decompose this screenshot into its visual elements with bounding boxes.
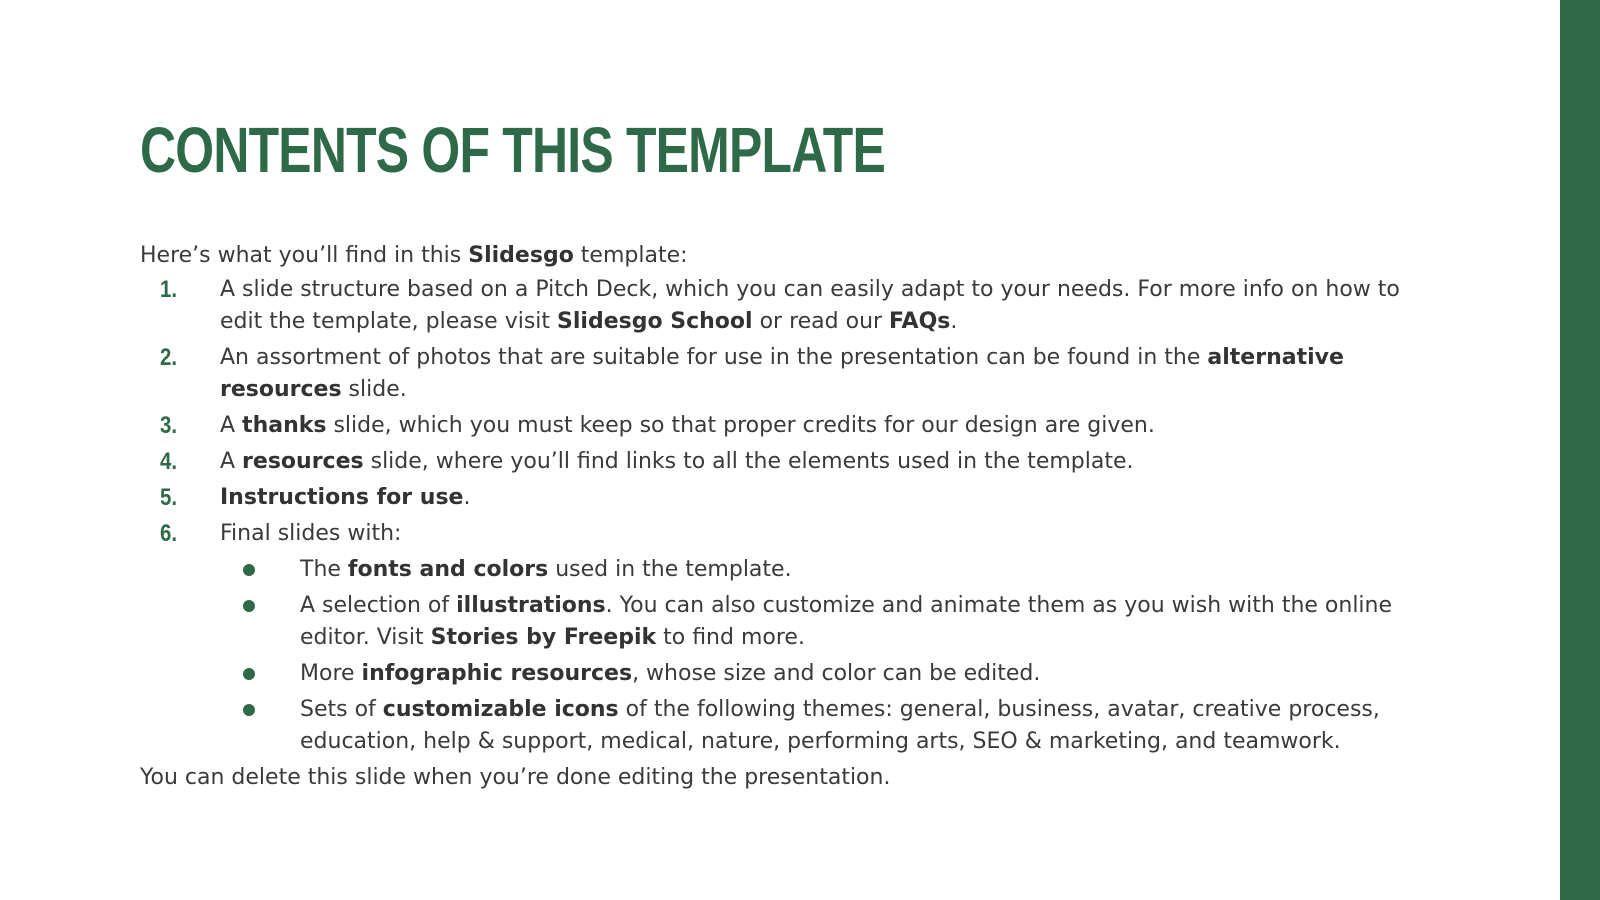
item-number: 2.	[160, 344, 178, 371]
item-bold: FAQs	[889, 309, 951, 334]
intro-line	[140, 240, 1445, 272]
item-number: 1.	[160, 276, 178, 303]
bullet-bold: Stories by Freepik	[430, 625, 657, 650]
item-text: slide.	[341, 377, 407, 402]
item-text: A	[220, 449, 243, 474]
item-text: .	[950, 309, 958, 334]
list-item	[140, 410, 1445, 442]
bullet-item	[220, 554, 1445, 586]
item-text: An assortment of photos that are suitable for use in the presentation can be found in the	[220, 345, 1208, 370]
bullet-bold: customizable icons	[382, 697, 619, 722]
item-number: 3.	[160, 412, 178, 439]
slide-body	[140, 240, 1445, 794]
item-text: slide, which you must keep so that proper credits for our design are given.	[326, 413, 1155, 438]
bullet-text: A selection of	[300, 593, 457, 618]
bullet-text: More	[300, 661, 362, 686]
item-bold: resources	[242, 449, 364, 474]
bullet-dot-icon	[243, 704, 255, 716]
item-number: 4.	[160, 448, 178, 475]
slide-title: CONTENTS OF THIS TEMPLATE	[140, 114, 885, 186]
item-bold: Instructions for use	[220, 485, 464, 510]
list-item	[140, 342, 1445, 406]
bullet-text: of the following themes: general, business, avatar, creative process, education, help & support, medical, nature, performing arts, SEO & marketing, and teamwork.	[300, 697, 1380, 754]
bullet-text: , whose size and color can be edited.	[632, 661, 1041, 686]
bullet-bold: infographic resources	[361, 661, 633, 686]
item-number: 6.	[160, 520, 178, 547]
bullet-text: . You can also customize and animate them as you wish with the online editor. Visit	[300, 593, 1393, 650]
item-bold: Slidesgo School	[557, 309, 753, 334]
list-item	[140, 274, 1445, 338]
item-text: Final slides with:	[220, 521, 402, 546]
bullet-text: Sets of	[300, 697, 383, 722]
closing-line: You can delete this slide when you’re done editing the presentation.	[140, 765, 891, 790]
intro-bold: Slidesgo	[468, 243, 574, 268]
intro-text-end: template:	[573, 243, 688, 268]
list-item	[140, 518, 1445, 758]
bullet-bold: fonts and colors	[347, 557, 549, 582]
bullet-item	[220, 658, 1445, 690]
bullet-bold: illustrations	[456, 593, 606, 618]
bullet-text: The	[300, 557, 348, 582]
bullet-dot-icon	[243, 668, 255, 680]
bullet-item	[220, 590, 1445, 654]
bullet-dot-icon	[243, 564, 255, 576]
bullet-dot-icon	[243, 600, 255, 612]
item-number: 5.	[160, 484, 178, 511]
bullet-text: used in the template.	[548, 557, 792, 582]
contents-list	[140, 274, 1445, 758]
intro-text: Here’s what you’ll find in this	[140, 243, 469, 268]
item-text: or read our	[752, 309, 890, 334]
item-text: A slide structure based on a Pitch Deck, which you can easily adapt to your needs. For more info on how to edit the template, please visit	[220, 277, 1400, 334]
list-item	[140, 482, 1445, 514]
accent-side-bar	[1560, 0, 1600, 900]
item-bold: alternative resources	[220, 345, 1344, 402]
bullet-item	[220, 694, 1445, 758]
item-bold: thanks	[242, 413, 327, 438]
list-item	[140, 446, 1445, 478]
item-text: slide, where you’ll find links to all the elements used in the template.	[363, 449, 1134, 474]
final-slides-list	[220, 554, 1445, 758]
item-text: .	[463, 485, 471, 510]
bullet-text: to find more.	[656, 625, 805, 650]
item-text: A	[220, 413, 243, 438]
